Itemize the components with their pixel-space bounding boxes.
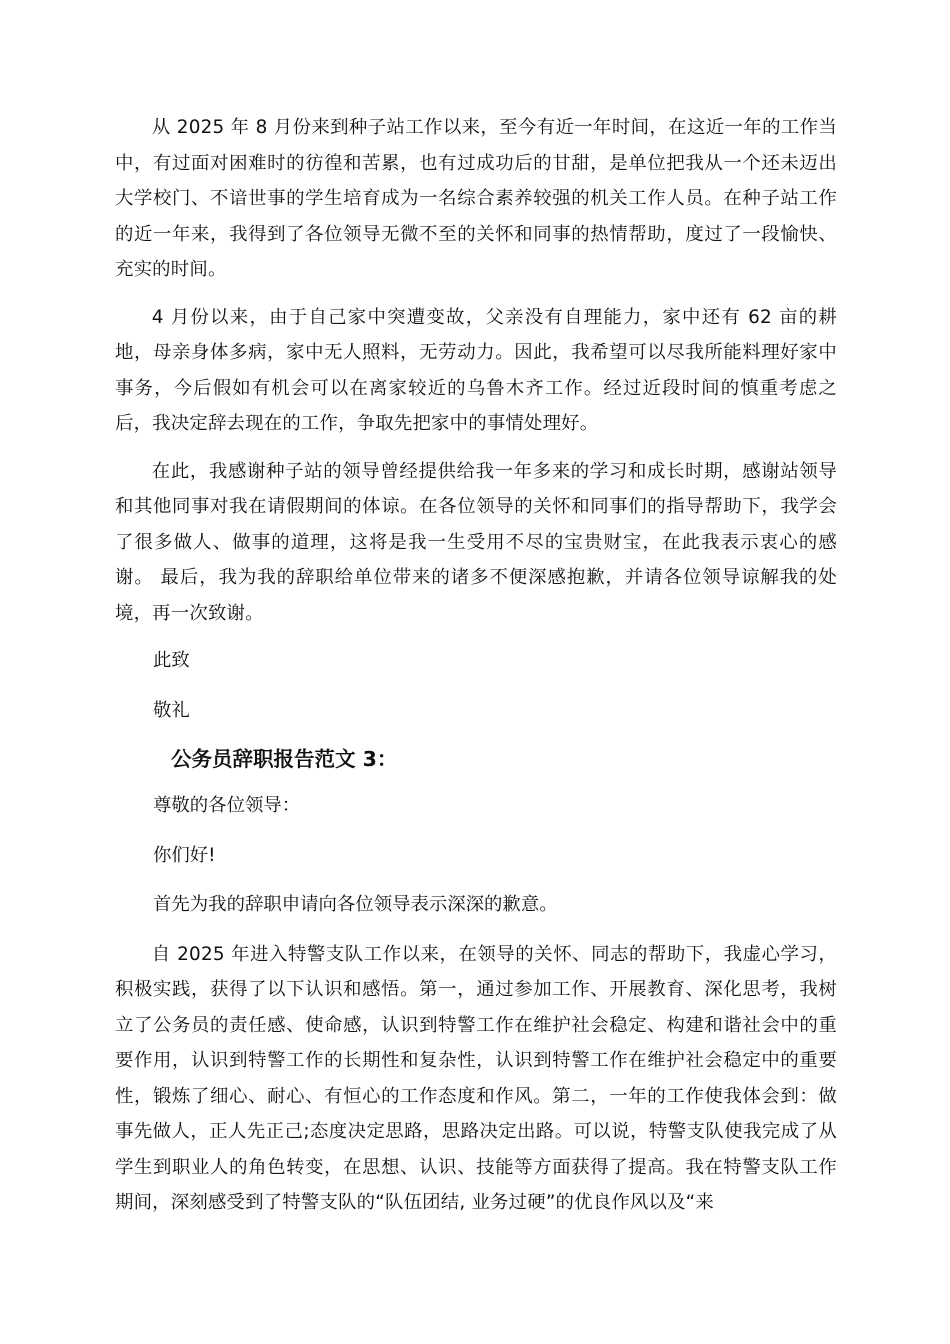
document-body xyxy=(115,110,837,1233)
closing-line: 此致 xyxy=(153,650,190,671)
opening-line: 首先为我的辞职申请向各位领导表示深深的歉意。 xyxy=(153,894,558,915)
body-paragraph: 从 2025 年 8 月份来到种子站工作以来，至今有近一年时间，在这近一年的工作当中，有过面对困难时的彷徨和苦累，也有过成功后的甘甜，是单位把我从一个还未迈出大学校门、不谙世事的学生培育成为一名综合素养较强的机关工作人员。在种子站工作的近一年来，我得到了各位领导无微不至的关怀和同事的热情帮助，度过了一段愉快、充实的时间。 xyxy=(115,117,837,280)
greeting: 你们好! xyxy=(153,844,216,866)
section-heading: 公务员辞职报告范文 3： xyxy=(171,747,398,771)
body-paragraph: 在此，我感谢种子站的领导曾经提供给我一年多来的学习和成长时期，感谢站领导和其他同事对我在请假期间的体谅。在各位领导的关怀和同事们的指导帮助下，我学会了很多做人、做事的道理，这将是我一生受用不尽的宝贵财宝，在此我表示衷心的感谢。 最后，我为我的辞职给单位带来的诸多不便深感抱歉，并请各位领导谅解我的处境，再一次致谢。 xyxy=(115,460,837,624)
body-paragraph: 4 月份以来，由于自己家中突遭变故，父亲没有自理能力，家中还有 62 亩的耕地，母亲身体多病，家中无人照料，无劳动力。因此，我希望可以尽我所能料理好家中事务，今后假如有机会可以在离家较近的乌鲁木齐工作。经过近段时间的慎重考虑之后，我决定辞去现在的工作，争取先把家中的事情处理好。 xyxy=(115,306,837,434)
closing-line: 敬礼 xyxy=(153,699,190,721)
salutation: 尊敬的各位领导： xyxy=(153,795,301,816)
body-paragraph: 自 2025 年进入特警支队工作以来，在领导的关怀、同志的帮助下，我虚心学习，积极实践，获得了以下认识和感悟。第一，通过参加工作、开展教育、深化思考，我树立了公务员的责任感、使命感，认识到特警工作在维护社会稳定、构建和谐社会中的重要作用，认识到特警工作的长期性和复杂性，认识到特警工作在维护社会稳定中的重要性，锻炼了细心、耐心、有恒心的工作态度和作风。第二，一年的工作使我体会到：做事先做人，正人先正己;态度决定思路，思路决定出路。可以说，特警支队使我完成了从学生到职业人的角色转变，在思想、认识、技能等方面获得了提高。我在特警支队工作期间，深刻感受到了特警支队的“队伍团结, 业务过硬”的优良作风以及“来 xyxy=(115,943,837,1213)
